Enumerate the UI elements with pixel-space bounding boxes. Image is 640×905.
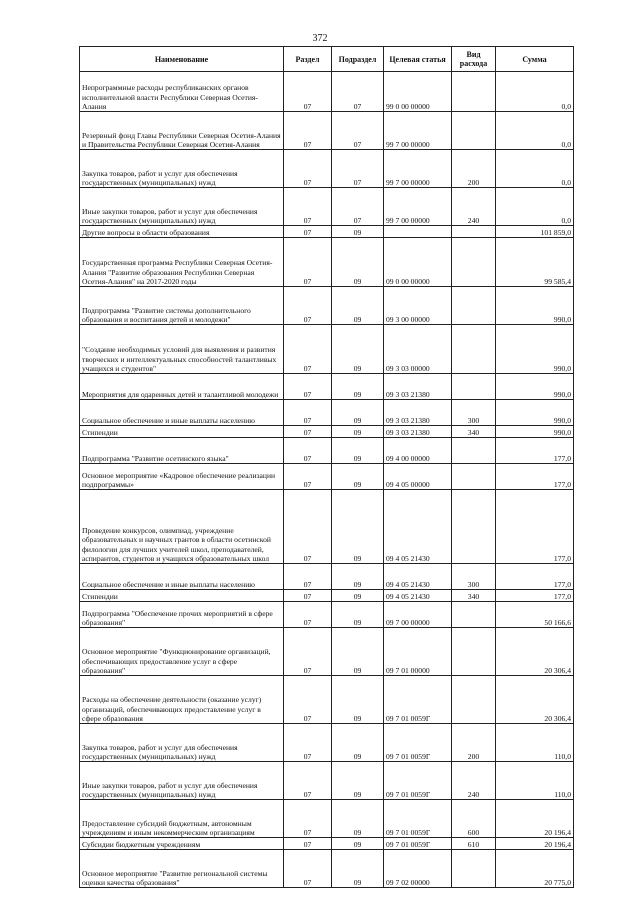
cell-target: 09 7 01 0059Г [384, 724, 452, 762]
cell-amount: 101 859,0 [496, 226, 574, 238]
cell-amount: 20 196,4 [496, 800, 574, 838]
cell-section: 07 [284, 426, 332, 438]
cell-target: 09 4 05 00000 [384, 464, 452, 490]
cell-expense-type: 600 [452, 800, 496, 838]
cell-amount: 990,0 [496, 426, 574, 438]
cell-name: Другие вопросы в области образования [80, 226, 284, 238]
cell-name: Непрограммные расходы республиканских органов исполнительной власти Республики Северная Осетия-Алания [80, 72, 284, 112]
cell-section: 07 [284, 602, 332, 628]
cell-subsection: 09 [332, 400, 384, 426]
cell-amount: 177,0 [496, 438, 574, 464]
cell-name: Подпрограмма "Обеспечение прочих мероприятий в сфере образования" [80, 602, 284, 628]
cell-section: 07 [284, 438, 332, 464]
cell-section: 07 [284, 374, 332, 400]
cell-section: 07 [284, 72, 332, 112]
cell-subsection: 09 [332, 850, 384, 888]
table-row [80, 464, 574, 490]
table-row [80, 628, 574, 676]
cell-amount: 177,0 [496, 490, 574, 564]
cell-target: 09 3 03 00000 [384, 325, 452, 374]
cell-target: 09 0 00 00000 [384, 238, 452, 287]
cell-amount: 110,0 [496, 724, 574, 762]
cell-target: 09 7 01 0059Г [384, 676, 452, 724]
cell-amount: 20 775,0 [496, 850, 574, 888]
cell-expense-type [452, 438, 496, 464]
cell-subsection: 09 [332, 374, 384, 400]
cell-expense-type [452, 112, 496, 150]
cell-subsection: 09 [332, 724, 384, 762]
cell-subsection: 07 [332, 112, 384, 150]
cell-target: 99 7 00 00000 [384, 112, 452, 150]
cell-expense-type [452, 238, 496, 287]
cell-expense-type [452, 464, 496, 490]
cell-expense-type [452, 72, 496, 112]
cell-name: Проведение конкурсов, олимпиад, учреждение образовательных и научных грантов в области осетинской филологии для лучших учителей школ, преподавателей, аспирантов, студентов и учащихся образовательных школ [80, 490, 284, 564]
cell-target: 09 7 02 00000 [384, 850, 452, 888]
cell-expense-type [452, 490, 496, 564]
cell-subsection: 09 [332, 676, 384, 724]
cell-section: 07 [284, 762, 332, 800]
cell-name: Стипендии [80, 590, 284, 602]
cell-target: 09 4 00 00000 [384, 438, 452, 464]
cell-amount: 20 306,4 [496, 676, 574, 724]
cell-amount: 110,0 [496, 762, 574, 800]
cell-expense-type: 240 [452, 188, 496, 226]
cell-target: 09 4 05 21430 [384, 490, 452, 564]
cell-amount: 177,0 [496, 564, 574, 590]
cell-section: 07 [284, 490, 332, 564]
table-row [80, 724, 574, 762]
cell-expense-type: 300 [452, 564, 496, 590]
cell-target: 09 7 01 00000 [384, 628, 452, 676]
cell-section: 07 [284, 590, 332, 602]
cell-name: Закупка товаров, работ и услуг для обеспечения государственных (муниципальных) нужд [80, 150, 284, 188]
cell-target: 09 7 00 00000 [384, 602, 452, 628]
cell-expense-type: 200 [452, 150, 496, 188]
cell-amount: 0,0 [496, 150, 574, 188]
cell-amount: 50 166,6 [496, 602, 574, 628]
table-row [80, 676, 574, 724]
cell-section: 07 [284, 226, 332, 238]
table-row [80, 438, 574, 464]
cell-target: 09 7 01 0059Г [384, 762, 452, 800]
cell-amount: 20 196,4 [496, 838, 574, 850]
header-expense-type: Вид расхода [452, 47, 496, 72]
cell-expense-type: 340 [452, 426, 496, 438]
cell-target: 09 3 03 21380 [384, 400, 452, 426]
cell-expense-type: 340 [452, 590, 496, 602]
cell-section: 07 [284, 325, 332, 374]
cell-amount: 99 585,4 [496, 238, 574, 287]
cell-name: Расходы на обеспечение деятельности (оказание услуг) организаций, обеспечивающих предоставление услуг в сфере образования [80, 676, 284, 724]
table-row [80, 325, 574, 374]
budget-table [79, 46, 574, 888]
cell-subsection: 09 [332, 438, 384, 464]
cell-expense-type: 240 [452, 762, 496, 800]
cell-target: 99 0 00 00000 [384, 72, 452, 112]
table-row [80, 238, 574, 287]
cell-amount: 990,0 [496, 287, 574, 325]
table-row [80, 188, 574, 226]
header-name: Наименование [80, 47, 284, 72]
cell-amount: 990,0 [496, 400, 574, 426]
cell-subsection: 09 [332, 564, 384, 590]
cell-target: 09 7 01 0059Г [384, 800, 452, 838]
cell-subsection: 09 [332, 628, 384, 676]
cell-subsection: 09 [332, 602, 384, 628]
table-row [80, 490, 574, 564]
cell-subsection: 07 [332, 150, 384, 188]
cell-name: Мероприятия для одаренных детей и талантливой молодежи [80, 374, 284, 400]
table-row [80, 850, 574, 888]
table-row [80, 838, 574, 850]
cell-amount: 0,0 [496, 188, 574, 226]
cell-name: Иные закупки товаров, работ и услуг для обеспечения государственных (муниципальных) нужд [80, 762, 284, 800]
cell-section: 07 [284, 464, 332, 490]
cell-amount: 0,0 [496, 112, 574, 150]
cell-target: 99 7 00 00000 [384, 188, 452, 226]
cell-name: Подпрограмма "Развитие системы дополнительного образования и воспитания детей и молодежи" [80, 287, 284, 325]
cell-name: Основное мероприятие "Развитие региональной системы оценки качества образования" [80, 850, 284, 888]
cell-name: Субсидии бюджетным учреждениям [80, 838, 284, 850]
cell-expense-type [452, 676, 496, 724]
cell-amount: 177,0 [496, 590, 574, 602]
cell-name: Иные закупки товаров, работ и услуг для обеспечения государственных (муниципальных) нужд [80, 188, 284, 226]
cell-section: 07 [284, 564, 332, 590]
cell-expense-type: 300 [452, 400, 496, 426]
cell-target: 09 4 05 21430 [384, 564, 452, 590]
cell-subsection: 07 [332, 72, 384, 112]
cell-name: "Создание необходимых условий для выявления и развития творческих и интеллектуальных способностей талантливых учащихся и студентов" [80, 325, 284, 374]
cell-section: 07 [284, 150, 332, 188]
table-header-row [80, 47, 574, 72]
cell-expense-type: 610 [452, 838, 496, 850]
table-row [80, 112, 574, 150]
cell-target [384, 226, 452, 238]
cell-subsection: 09 [332, 325, 384, 374]
cell-subsection: 09 [332, 590, 384, 602]
table-row [80, 762, 574, 800]
table-row [80, 800, 574, 838]
cell-subsection: 09 [332, 238, 384, 287]
cell-expense-type [452, 287, 496, 325]
table-row [80, 287, 574, 325]
cell-target: 09 3 03 21380 [384, 426, 452, 438]
cell-section: 07 [284, 112, 332, 150]
cell-subsection: 09 [332, 287, 384, 325]
cell-expense-type [452, 602, 496, 628]
table-row [80, 400, 574, 426]
cell-section: 07 [284, 287, 332, 325]
cell-amount: 0,0 [496, 72, 574, 112]
cell-name: Основное мероприятие «Кадровое обеспечение реализации подпрограммы» [80, 464, 284, 490]
cell-name: Государственная программа Республики Северная Осетия-Алания "Развитие образования Республики Северная Осетия-Алания" на 2017-2020 годы [80, 238, 284, 287]
cell-section: 07 [284, 400, 332, 426]
cell-subsection: 09 [332, 426, 384, 438]
cell-subsection: 09 [332, 226, 384, 238]
cell-subsection: 09 [332, 464, 384, 490]
cell-name: Основное мероприятие "Функционирование организаций, обеспечивающих предоставление услуг в сфере образования" [80, 628, 284, 676]
cell-name: Социальное обеспечение и иные выплаты населению [80, 400, 284, 426]
cell-subsection: 09 [332, 490, 384, 564]
cell-name: Социальное обеспечение и иные выплаты населению [80, 564, 284, 590]
header-target: Целевая статья [384, 47, 452, 72]
cell-amount: 990,0 [496, 325, 574, 374]
cell-subsection: 07 [332, 188, 384, 226]
cell-amount: 177,0 [496, 464, 574, 490]
table-row [80, 590, 574, 602]
cell-section: 07 [284, 724, 332, 762]
cell-target: 09 3 03 21380 [384, 374, 452, 400]
table-row [80, 226, 574, 238]
cell-target: 09 7 01 0059Г [384, 838, 452, 850]
cell-name: Подпрограмма "Развитие осетинского языка" [80, 438, 284, 464]
cell-subsection: 09 [332, 762, 384, 800]
cell-section: 07 [284, 676, 332, 724]
cell-target: 99 7 00 00000 [384, 150, 452, 188]
cell-name: Предоставление субсидий бюджетным, автономным учреждениям и иным некоммерческим организациям [80, 800, 284, 838]
cell-expense-type [452, 226, 496, 238]
cell-section: 07 [284, 800, 332, 838]
header-subsection: Подраздел [332, 47, 384, 72]
header-section: Раздел [284, 47, 332, 72]
cell-section: 07 [284, 850, 332, 888]
cell-target: 09 3 00 00000 [384, 287, 452, 325]
cell-expense-type [452, 628, 496, 676]
table-row [80, 72, 574, 112]
table-row [80, 602, 574, 628]
cell-name: Закупка товаров, работ и услуг для обеспечения государственных (муниципальных) нужд [80, 724, 284, 762]
cell-expense-type [452, 325, 496, 374]
cell-subsection: 09 [332, 800, 384, 838]
cell-name: Резервный фонд Главы Республики Северная Осетия-Алания и Правительства Республики Северная Осетия-Алания [80, 112, 284, 150]
cell-expense-type [452, 850, 496, 888]
table-row [80, 426, 574, 438]
cell-amount: 20 306,4 [496, 628, 574, 676]
header-amount: Сумма [496, 47, 574, 72]
cell-section: 07 [284, 188, 332, 226]
table-row [80, 564, 574, 590]
cell-section: 07 [284, 838, 332, 850]
cell-section: 07 [284, 628, 332, 676]
cell-target: 09 4 05 21430 [384, 590, 452, 602]
cell-expense-type [452, 374, 496, 400]
cell-subsection: 09 [332, 838, 384, 850]
table-row [80, 150, 574, 188]
page-number: 372 [312, 33, 328, 44]
cell-section: 07 [284, 238, 332, 287]
table-row [80, 374, 574, 400]
cell-expense-type: 200 [452, 724, 496, 762]
cell-name: Стипендии [80, 426, 284, 438]
cell-amount: 990,0 [496, 374, 574, 400]
